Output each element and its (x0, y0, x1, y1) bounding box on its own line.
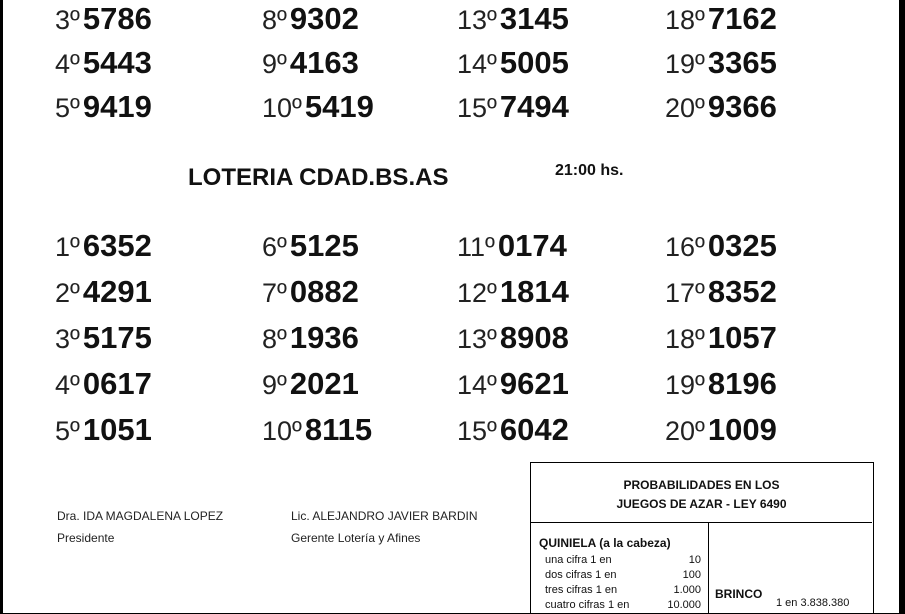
result-number: 0617 (82, 366, 152, 401)
result-number: 9366 (707, 89, 777, 124)
probabilities-title-line1: PROBABILIDADES EN LOS (623, 478, 780, 492)
brinco-odds: 1 en 3.838.380 (776, 597, 850, 609)
result-position: 14º (457, 370, 497, 400)
quiniela-row-label: dos cifras 1 en (545, 569, 617, 581)
quiniela-row-label: una cifra 1 en (545, 554, 612, 566)
result-position: 10º (262, 93, 302, 123)
result-number: 8196 (707, 366, 777, 401)
signature-role: Presidente (57, 531, 115, 545)
result-number: 8352 (707, 274, 777, 309)
result-entry (262, 274, 359, 310)
result-number: 4163 (289, 45, 359, 80)
result-entry (262, 412, 372, 448)
result-position: 15º (457, 93, 497, 123)
result-number: 1057 (707, 320, 777, 355)
result-number: 0174 (497, 228, 567, 263)
results-row (3, 320, 899, 360)
result-number: 5125 (289, 228, 359, 263)
result-entry (55, 320, 152, 356)
quiniela-row (545, 584, 705, 597)
result-position: 1º (55, 232, 80, 262)
result-position: 15º (457, 416, 497, 446)
results-row (3, 1, 899, 41)
result-number: 6352 (82, 228, 152, 263)
result-number: 1936 (289, 320, 359, 355)
result-entry (457, 366, 569, 402)
result-entry (665, 366, 777, 402)
result-position: 5º (55, 416, 80, 446)
probabilities-header (531, 463, 872, 523)
result-entry (55, 274, 152, 310)
result-entry (262, 366, 359, 402)
result-number: 1009 (707, 412, 777, 447)
result-entry (262, 89, 374, 125)
results-row (3, 274, 899, 314)
result-position: 8º (262, 324, 287, 354)
probabilities-box (530, 462, 874, 613)
result-entry (457, 228, 567, 264)
result-entry (457, 89, 569, 125)
result-position: 5º (55, 93, 80, 123)
result-entry (262, 1, 359, 37)
results-row (3, 366, 899, 406)
quiniela-title: QUINIELA (a la cabeza) (539, 536, 671, 550)
result-number: 9302 (289, 1, 359, 36)
result-number: 4291 (82, 274, 152, 309)
result-entry (55, 366, 152, 402)
result-number: 1814 (499, 274, 569, 309)
result-position: 9º (262, 370, 287, 400)
quiniela-row-value: 10 (688, 554, 701, 566)
result-number: 9419 (82, 89, 152, 124)
result-entry (457, 320, 569, 356)
result-position: 16º (665, 232, 705, 262)
result-entry (55, 89, 152, 125)
result-position: 18º (665, 324, 705, 354)
result-position: 19º (665, 370, 705, 400)
result-position: 2º (55, 278, 80, 308)
result-entry (665, 45, 777, 81)
quiniela-row (545, 569, 705, 582)
result-position: 4º (55, 49, 80, 79)
result-number: 1051 (82, 412, 152, 447)
result-number: 5005 (499, 45, 569, 80)
result-position: 4º (55, 370, 80, 400)
result-entry (665, 89, 777, 125)
result-position: 7º (262, 278, 287, 308)
result-number: 9621 (499, 366, 569, 401)
brinco-label: BRINCO (715, 587, 763, 601)
result-number: 8115 (304, 412, 373, 447)
result-number: 0325 (707, 228, 777, 263)
result-position: 11º (457, 232, 495, 262)
result-entry (55, 412, 152, 448)
result-number: 3145 (499, 1, 569, 36)
result-entry (457, 412, 569, 448)
result-number: 2021 (289, 366, 359, 401)
results-row (3, 228, 899, 268)
result-entry (55, 1, 152, 37)
quiniela-odds (531, 523, 709, 614)
result-position: 20º (665, 93, 705, 123)
result-entry (262, 228, 359, 264)
result-number: 3365 (707, 45, 777, 80)
quiniela-row-value: 100 (682, 569, 701, 581)
result-position: 6º (262, 232, 287, 262)
result-number: 5443 (82, 45, 152, 80)
result-position: 9º (262, 49, 287, 79)
result-entry (262, 45, 359, 81)
result-entry (457, 1, 569, 37)
result-entry (55, 45, 152, 81)
quiniela-row-label: cuatro cifras 1 en (545, 599, 630, 611)
result-entry (665, 412, 777, 448)
result-position: 14º (457, 49, 497, 79)
result-position: 3º (55, 5, 80, 35)
result-position: 13º (457, 324, 497, 354)
result-entry (665, 228, 777, 264)
result-position: 18º (665, 5, 705, 35)
result-position: 10º (262, 416, 302, 446)
result-entry (262, 320, 359, 356)
results-row (3, 45, 899, 85)
signature-name: Dra. IDA MAGDALENA LOPEZ (57, 509, 224, 523)
results-row (3, 412, 899, 452)
result-number: 7162 (707, 1, 777, 36)
result-number: 5175 (82, 320, 152, 355)
result-position: 3º (55, 324, 80, 354)
result-position: 17º (665, 278, 705, 308)
result-number: 8908 (499, 320, 569, 355)
results-row (3, 89, 899, 129)
result-number: 6042 (499, 412, 569, 447)
result-position: 20º (665, 416, 705, 446)
lottery-results-sheet (3, 0, 899, 613)
result-entry (457, 274, 569, 310)
signature-role: Gerente Lotería y Afines (291, 531, 421, 545)
result-position: 12º (457, 278, 497, 308)
quiniela-row-value: 1.000 (673, 584, 701, 596)
draw-time: 21:00 hs. (555, 162, 624, 179)
result-number: 7494 (499, 89, 569, 124)
result-entry (457, 45, 569, 81)
result-number: 5419 (304, 89, 374, 124)
probabilities-title-line2: JUEGOS DE AZAR - LEY 6490 (616, 497, 787, 511)
result-position: 8º (262, 5, 287, 35)
draw-title: LOTERIA CDAD.BS.AS (188, 164, 449, 191)
result-number: 5786 (82, 1, 152, 36)
result-position: 13º (457, 5, 497, 35)
result-entry (665, 320, 777, 356)
result-entry (55, 228, 152, 264)
result-position: 19º (665, 49, 705, 79)
quiniela-row (545, 599, 705, 612)
quiniela-row (545, 554, 705, 567)
signature-president (57, 505, 223, 549)
result-number: 0882 (289, 274, 359, 309)
quiniela-row-label: tres cifras 1 en (545, 584, 618, 596)
quiniela-row-value: 10.000 (667, 599, 701, 611)
result-entry (665, 274, 777, 310)
signature-manager (291, 505, 478, 549)
signature-name: Lic. ALEJANDRO JAVIER BARDIN (291, 509, 478, 523)
result-entry (665, 1, 777, 37)
